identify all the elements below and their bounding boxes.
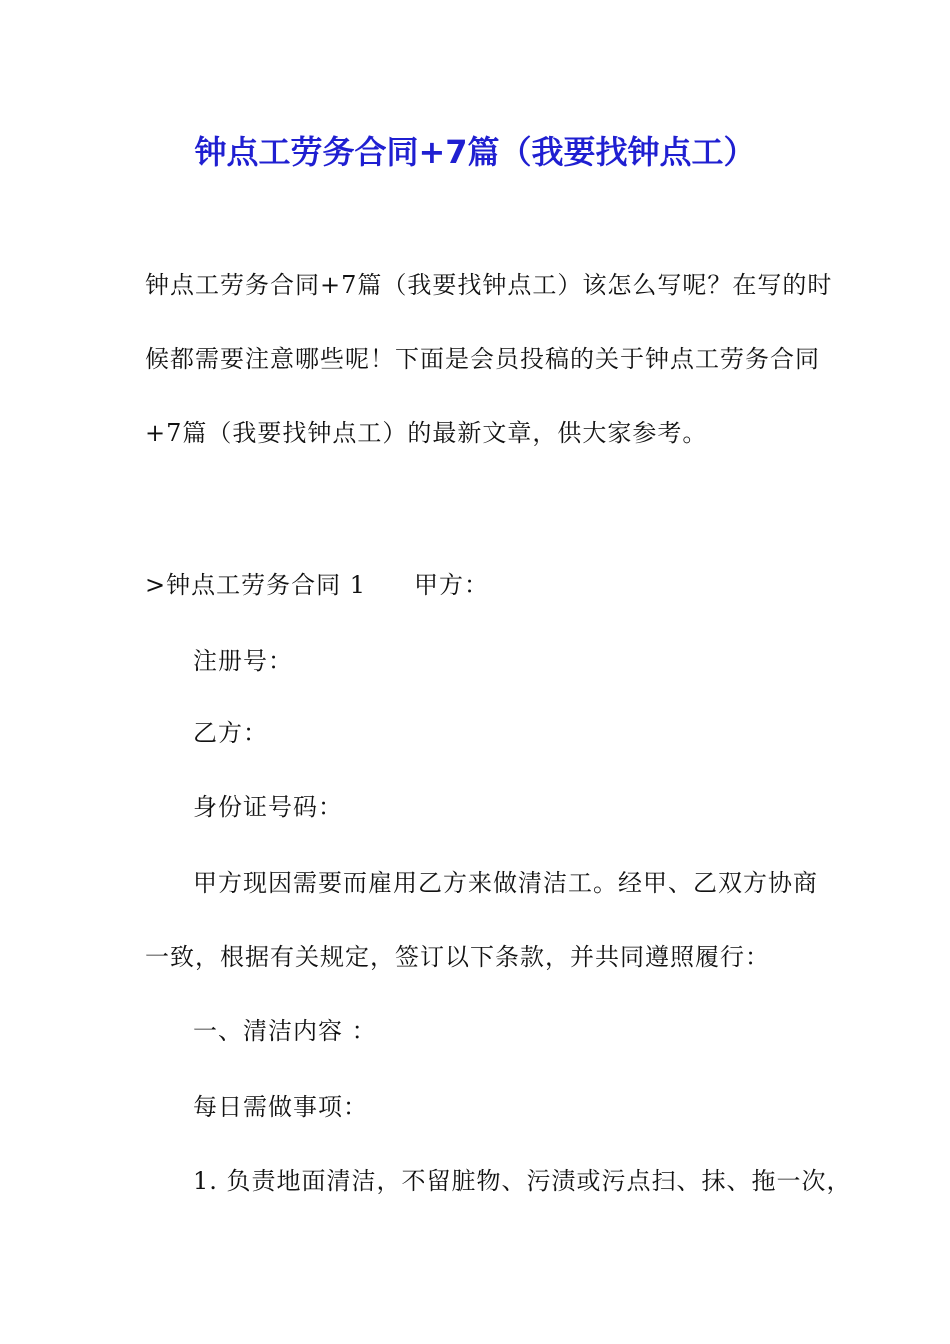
party-a-label: 甲方： <box>414 571 490 599</box>
body-line-2: 一致，根据有关规定，签订以下条款，并共同遵照履行： <box>145 943 770 971</box>
section-heading: >钟点工劳务合同 1 <box>145 571 367 599</box>
clause-item-1: 1. 负责地面清洁，不留脏物、污渍或污点扫、抹、拖一次， <box>193 1167 852 1195</box>
intro-line-2: 候都需要注意哪些呢！下面是会员投稿的关于钟点工劳务合同 <box>145 345 820 373</box>
document-title: 钟点工劳务合同+7篇（我要找钟点工） <box>194 133 756 171</box>
intro-line-3: +7篇（我要找钟点工）的最新文章，供大家参考。 <box>145 419 708 447</box>
intro-line-1: 钟点工劳务合同+7篇（我要找钟点工）该怎么写呢？在写的时 <box>145 271 833 299</box>
section-heading-row <box>145 570 489 600</box>
party-b-field: 乙方： <box>193 719 268 747</box>
registration-number-field: 注册号： <box>193 647 293 675</box>
daily-tasks-label: 每日需做事项： <box>193 1093 368 1121</box>
clause-heading: 一、清洁内容 ： <box>193 1017 377 1045</box>
id-number-field: 身份证号码： <box>193 793 343 821</box>
body-line-1: 甲方现因需要而雇用乙方来做清洁工。经甲、乙双方协商 <box>193 869 818 897</box>
